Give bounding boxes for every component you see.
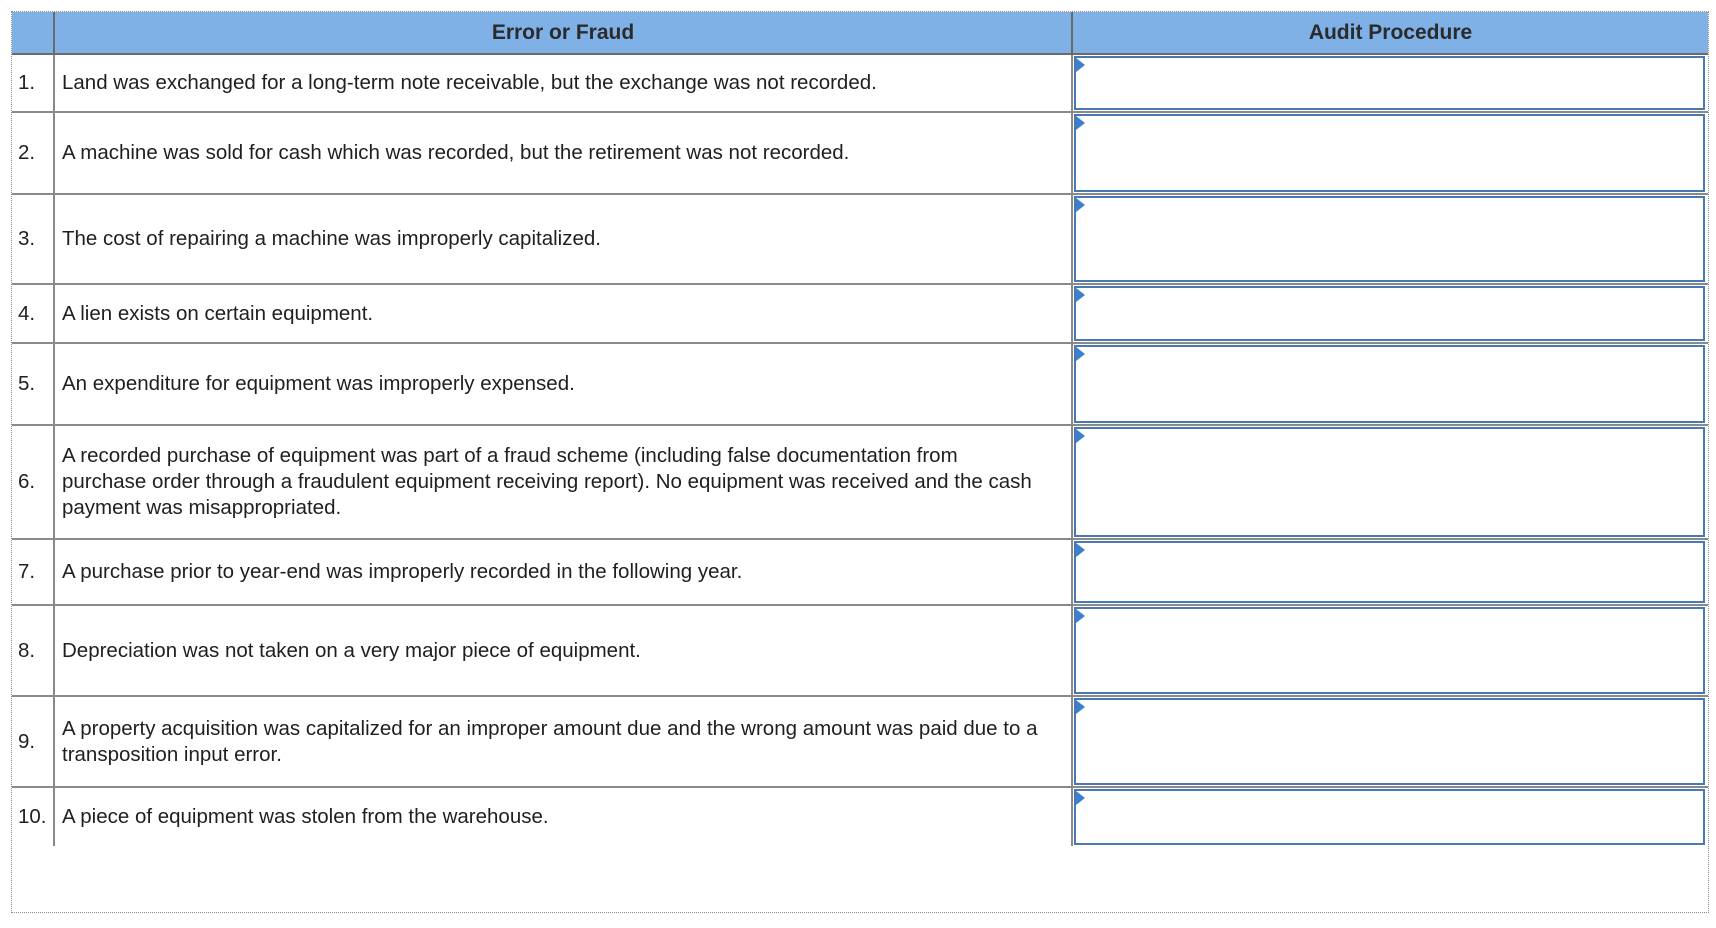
header-error-or-fraud: Error or Fraud (54, 12, 1072, 54)
row-description: A lien exists on certain equipment. (54, 284, 1072, 343)
header-audit-procedure: Audit Procedure (1072, 12, 1708, 54)
triangle-marker-icon (1076, 609, 1085, 623)
table-row (12, 343, 1708, 425)
row-number: 10. (12, 787, 54, 846)
row-description: A recorded purchase of equipment was part of a fraud scheme (including false documentation from purchase order through a fraudulent equipment receiving report). No equipment was received and the cash payment was misappropriated. (54, 425, 1072, 539)
audit-procedure-cell[interactable] (1072, 696, 1708, 787)
audit-procedure-dropdown[interactable] (1074, 607, 1705, 694)
row-number: 4. (12, 284, 54, 343)
header-number (12, 12, 54, 54)
audit-procedure-dropdown[interactable] (1074, 789, 1705, 845)
table-row (12, 425, 1708, 539)
audit-procedure-cell[interactable] (1072, 194, 1708, 284)
audit-procedure-cell[interactable] (1072, 343, 1708, 425)
audit-procedure-cell[interactable] (1072, 425, 1708, 539)
triangle-marker-icon (1076, 116, 1085, 130)
audit-procedure-dropdown[interactable] (1074, 698, 1705, 785)
triangle-marker-icon (1076, 429, 1085, 443)
row-description: Depreciation was not taken on a very major piece of equipment. (54, 605, 1072, 696)
triangle-marker-icon (1076, 543, 1085, 557)
row-number: 2. (12, 112, 54, 194)
row-number: 9. (12, 696, 54, 787)
row-description: A purchase prior to year-end was improperly recorded in the following year. (54, 539, 1072, 605)
audit-procedure-dropdown[interactable] (1074, 114, 1705, 192)
audit-procedure-dropdown[interactable] (1074, 56, 1705, 110)
row-description: A piece of equipment was stolen from the warehouse. (54, 787, 1072, 846)
row-number: 3. (12, 194, 54, 284)
table-row (12, 284, 1708, 343)
table-row (12, 112, 1708, 194)
table-row (12, 605, 1708, 696)
row-number: 5. (12, 343, 54, 425)
audit-procedure-cell[interactable] (1072, 539, 1708, 605)
row-description: An expenditure for equipment was improperly expensed. (54, 343, 1072, 425)
row-number: 6. (12, 425, 54, 539)
audit-procedure-cell[interactable] (1072, 787, 1708, 846)
table-row (12, 194, 1708, 284)
audit-procedure-cell[interactable] (1072, 605, 1708, 696)
triangle-marker-icon (1076, 198, 1085, 212)
table-row (12, 54, 1708, 112)
table-header-row (12, 12, 1708, 54)
triangle-marker-icon (1076, 288, 1085, 302)
table-row (12, 787, 1708, 846)
row-description: The cost of repairing a machine was improperly capitalized. (54, 194, 1072, 284)
audit-procedures-table (12, 12, 1708, 846)
row-number: 7. (12, 539, 54, 605)
audit-procedure-dropdown[interactable] (1074, 427, 1705, 537)
triangle-marker-icon (1076, 347, 1085, 361)
table-row (12, 696, 1708, 787)
triangle-marker-icon (1076, 700, 1085, 714)
row-number: 1. (12, 54, 54, 112)
audit-procedure-dropdown[interactable] (1074, 286, 1705, 341)
triangle-marker-icon (1076, 791, 1085, 805)
audit-procedure-cell[interactable] (1072, 284, 1708, 343)
audit-procedure-cell[interactable] (1072, 54, 1708, 112)
table-row (12, 539, 1708, 605)
audit-procedure-dropdown[interactable] (1074, 345, 1705, 423)
row-description: Land was exchanged for a long-term note receivable, but the exchange was not recorded. (54, 54, 1072, 112)
row-description: A property acquisition was capitalized for an improper amount due and the wrong amount was paid due to a transposition input error. (54, 696, 1072, 787)
audit-procedure-dropdown[interactable] (1074, 541, 1705, 603)
row-number: 8. (12, 605, 54, 696)
audit-procedure-cell[interactable] (1072, 112, 1708, 194)
triangle-marker-icon (1076, 58, 1085, 72)
audit-procedure-dropdown[interactable] (1074, 196, 1705, 282)
row-description: A machine was sold for cash which was recorded, but the retirement was not recorded. (54, 112, 1072, 194)
